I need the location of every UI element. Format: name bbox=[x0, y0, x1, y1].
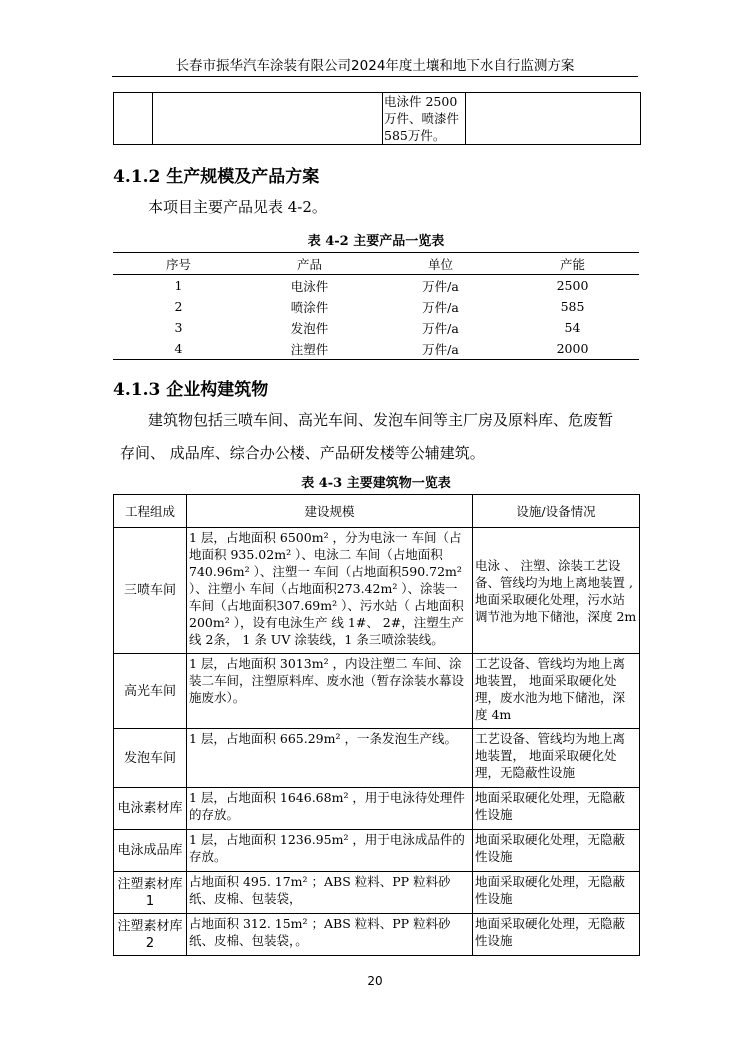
table-cell: 2000 bbox=[556, 341, 589, 356]
table-4-2 bbox=[113, 252, 639, 360]
building-scale: 占地面积 312. 15m² ；ABS 粒料、PP 粒料砂纸、皮棉、包装袋，。 bbox=[187, 914, 473, 956]
table-row bbox=[114, 830, 640, 872]
table-row bbox=[113, 317, 639, 338]
building-facility: 工艺设备、管线均为地上离地装置， 地面采取硬化处理，废水池为地下储池，深度 4m bbox=[473, 654, 640, 729]
building-facility: 工艺设备、管线均为地上离地装置， 地面采取硬化处理，无隐蔽性设施 bbox=[473, 729, 640, 788]
section-heading-4-1-2: 4.1.2 生产规模及产品方案 bbox=[113, 167, 320, 187]
table-cell: 发泡件 bbox=[290, 320, 329, 336]
column-header: 序号 bbox=[165, 256, 191, 272]
building-name: 电泳素材库 bbox=[114, 788, 187, 830]
table-cell: 585 bbox=[560, 299, 585, 314]
building-scale: 1 层，占地面积 6500m² ，分为电泳一 车间（占地面积 935.02m² ）、电泳二 车间（占地面积 740.96m² ）、注塑一 车间（占地面积590.72m² ）、注塑小 车间（占地面积273.42m² ）、涂装一 车间（占地面积307.69m² ）、污水站（ 占地面积 200m² ），设有电泳生产 线 1#、 2#，注塑生产线 2条， 1 条 UV 涂装线，1 条三喷涂装线。 bbox=[187, 528, 473, 654]
section-4-1-3-para-line-2: 存间、 成品库、综合办公楼、产品研发楼等公辅建筑。 bbox=[120, 444, 485, 462]
building-facility: 电泳 、 注塑、涂装工艺设备、管线均为地上离地装置 , 地面采取硬化处理，污水站调节池为地下储池，深度 2m bbox=[473, 528, 640, 654]
table-cell: 万件/a bbox=[422, 341, 459, 357]
building-name: 注塑素材库 2 bbox=[114, 914, 187, 956]
building-scale: 占地面积 495. 17m² ；ABS 粒料、PP 粒料砂纸、皮棉、包装袋， bbox=[187, 872, 473, 914]
column-header: 产品 bbox=[296, 256, 322, 272]
building-scale: 1 层，占地面积 665.29m² ，一条发泡生产线。 bbox=[187, 729, 473, 788]
table-cell: 4 bbox=[174, 341, 183, 356]
table-cell: 电泳件 bbox=[290, 278, 329, 294]
table-row bbox=[113, 296, 639, 317]
running-header: 长春市振华汽车涂装有限公司2024年度土壤和地下水自行监测方案 bbox=[175, 58, 575, 74]
building-name: 电泳成品库 bbox=[114, 830, 187, 872]
table-4-3 bbox=[113, 494, 640, 956]
building-facility: 地面采取硬化处理，无隐蔽性设施 bbox=[473, 914, 640, 956]
column-header: 设施/设备情况 bbox=[473, 495, 640, 528]
continued-table bbox=[113, 92, 641, 145]
table-row bbox=[113, 338, 639, 360]
building-name: 注塑素材库 1 bbox=[114, 872, 187, 914]
table-header-row bbox=[114, 495, 640, 528]
table-cell: 1 bbox=[174, 278, 183, 293]
table-4-3-caption: 表 4-3 主要建筑物一览表 bbox=[301, 476, 451, 491]
building-scale: 1 层，占地面积 3013m² ，内设注塑二 车间、涂装二车间，注塑原料库、废水池（暂存涂装水幕设施废水）。 bbox=[187, 654, 473, 729]
building-scale: 1 层，占地面积 1236.95m² ，用于电泳成品件的存放。 bbox=[187, 830, 473, 872]
table-cell: 注塑件 bbox=[290, 341, 329, 357]
table-cell: 2 bbox=[174, 299, 183, 314]
table-cell: 万件/a bbox=[422, 278, 459, 294]
building-facility: 地面采取硬化处理，无隐蔽性设施 bbox=[473, 830, 640, 872]
building-facility: 地面采取硬化处理，无隐蔽性设施 bbox=[473, 872, 640, 914]
table-row bbox=[114, 914, 640, 956]
header-rule bbox=[112, 76, 638, 77]
section-4-1-3-para-line-1: 建筑物包括三喷车间、高光车间、发泡车间等主厂房及原料库、危废暂 bbox=[148, 411, 614, 429]
column-header: 产能 bbox=[559, 256, 585, 272]
page-number: 20 bbox=[367, 974, 383, 988]
continued-cell-3: 电泳件 2500 万件、喷漆件 585万件。 bbox=[383, 93, 466, 145]
section-4-1-2-intro: 本项目主要产品见表 4-2。 bbox=[148, 198, 327, 216]
continued-cell-1 bbox=[114, 93, 153, 145]
table-row bbox=[113, 275, 639, 297]
table-cell: 喷涂件 bbox=[290, 299, 329, 315]
table-4-2-caption: 表 4-2 主要产品一览表 bbox=[307, 234, 445, 249]
table-cell: 万件/a bbox=[422, 299, 459, 315]
continued-cell-2 bbox=[153, 93, 383, 145]
building-facility: 地面采取硬化处理，无隐蔽性设施 bbox=[473, 788, 640, 830]
table-cell: 54 bbox=[564, 320, 581, 335]
building-name: 发泡车间 bbox=[114, 729, 187, 788]
column-header: 单位 bbox=[427, 256, 453, 272]
section-heading-4-1-3: 4.1.3 企业构建筑物 bbox=[113, 380, 269, 400]
continued-cell-4 bbox=[466, 93, 641, 145]
table-row bbox=[114, 729, 640, 788]
building-name: 高光车间 bbox=[114, 654, 187, 729]
column-header: 工程组成 bbox=[114, 495, 187, 528]
table-row bbox=[114, 528, 640, 654]
table-header-row bbox=[113, 253, 639, 275]
table-row bbox=[114, 654, 640, 729]
table-row bbox=[114, 788, 640, 830]
column-header: 建设规模 bbox=[187, 495, 473, 528]
table-cell: 万件/a bbox=[422, 320, 459, 336]
building-scale: 1 层，占地面积 1646.68m² ，用于电泳待处理件的存放。 bbox=[187, 788, 473, 830]
table-cell: 3 bbox=[174, 320, 183, 335]
table-row bbox=[114, 872, 640, 914]
table-cell: 2500 bbox=[556, 278, 589, 293]
building-name: 三喷车间 bbox=[114, 528, 187, 654]
